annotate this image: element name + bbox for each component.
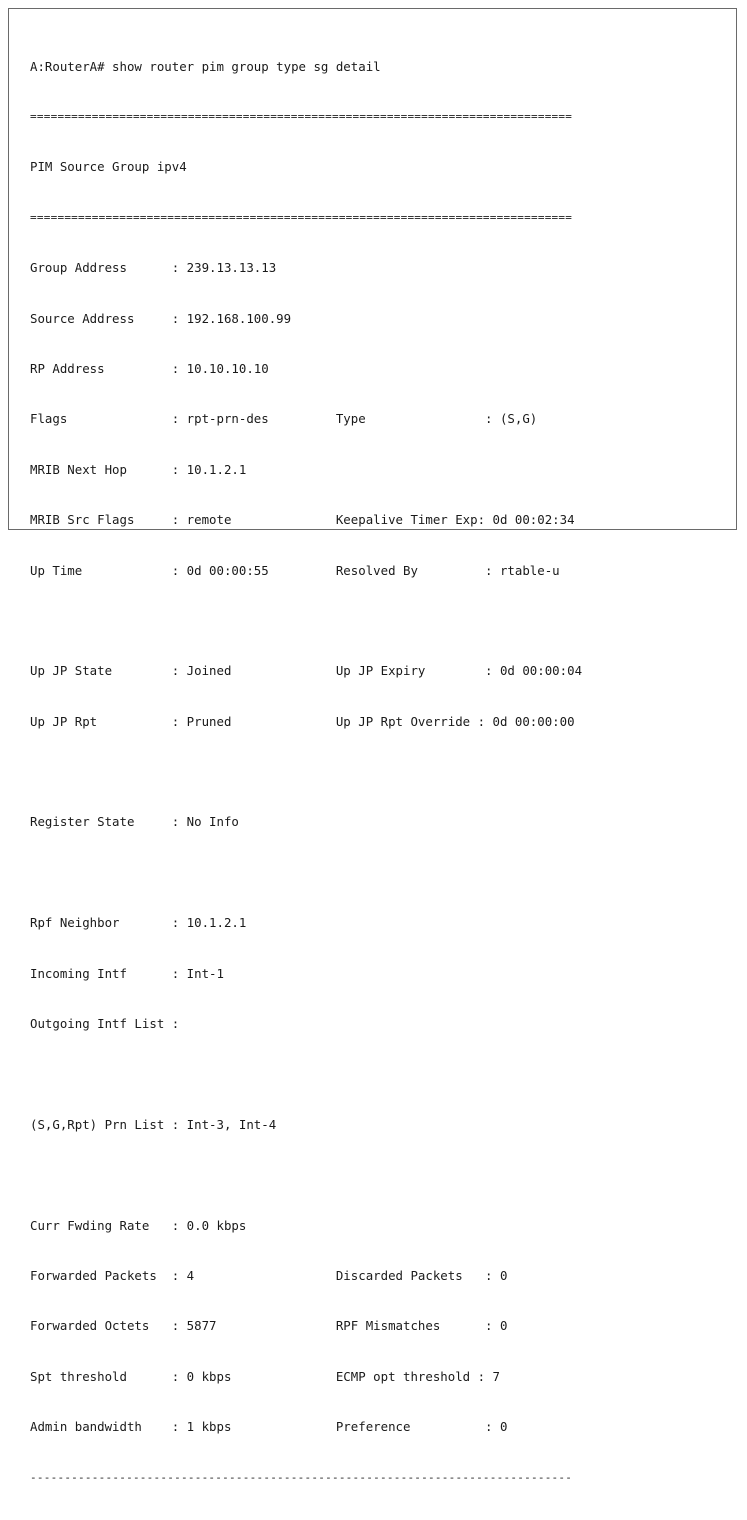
output-line-forwarded-octets: Forwarded Octets : 5877 RPF Mismatches : 0 bbox=[30, 1318, 508, 1334]
output-line-up-jp-rpt: Up JP Rpt : Pruned Up JP Rpt Override : 0d 00:00:00 bbox=[30, 713, 575, 729]
blank-line bbox=[30, 865, 730, 882]
output-line-source-address: Source Address : 192.168.100.99 bbox=[30, 310, 292, 326]
output-line-register-state: Register State : No Info bbox=[30, 814, 239, 830]
output-line-outgoing-intf-list: Outgoing Intf List : bbox=[30, 1016, 180, 1032]
output-line-rp-address: RP Address : 10.10.10.10 bbox=[30, 360, 269, 376]
terminal-output bbox=[30, 25, 730, 1520]
separator-line: =============================================================================== bbox=[30, 109, 573, 123]
output-line-flags: Flags : rpt-prn-des Type : (S,G) bbox=[30, 411, 538, 427]
output-line-group-address: Group Address : 239.13.13.13 bbox=[30, 260, 277, 276]
separator-line: =============================================================================== bbox=[30, 210, 573, 224]
output-line-spt-threshold: Spt threshold : 0 kbps ECMP opt threshold : 7 bbox=[30, 1368, 500, 1384]
output-line-rpf-neighbor: Rpf Neighbor : 10.1.2.1 bbox=[30, 915, 247, 931]
output-line-incoming-intf: Incoming Intf : Int-1 bbox=[30, 965, 224, 981]
output-line-prn-list: (S,G,Rpt) Prn List : Int-3, Int-4 bbox=[30, 1116, 277, 1132]
section-title: PIM Source Group ipv4 bbox=[30, 159, 187, 175]
blank-line bbox=[30, 1066, 730, 1083]
blank-line bbox=[30, 1167, 730, 1184]
terminal-window bbox=[8, 8, 737, 1484]
output-line-mrib-src-flags: MRIB Src Flags : remote Keepalive Timer Exp: 0d 00:02:34 bbox=[30, 512, 575, 528]
blank-line bbox=[30, 764, 730, 781]
output-line-up-jp-state: Up JP State : Joined Up JP Expiry : 0d 00:00:04 bbox=[30, 663, 583, 679]
separator-line: ------------------------------------------------------------------------------- bbox=[30, 1470, 573, 1484]
output-line-up-time: Up Time : 0d 00:00:55 Resolved By : rtable-u bbox=[30, 562, 560, 578]
output-line-admin-bandwidth: Admin bandwidth : 1 kbps Preference : 0 bbox=[30, 1419, 508, 1435]
output-line-forwarded-packets: Forwarded Packets : 4 Discarded Packets : 0 bbox=[30, 1267, 508, 1283]
output-line-curr-fwding-rate: Curr Fwding Rate : 0.0 kbps bbox=[30, 1217, 247, 1233]
command-prompt-line: A:RouterA# show router pim group type sg detail bbox=[30, 58, 381, 74]
output-line-mrib-next-hop: MRIB Next Hop : 10.1.2.1 bbox=[30, 461, 247, 477]
blank-line bbox=[30, 613, 730, 630]
